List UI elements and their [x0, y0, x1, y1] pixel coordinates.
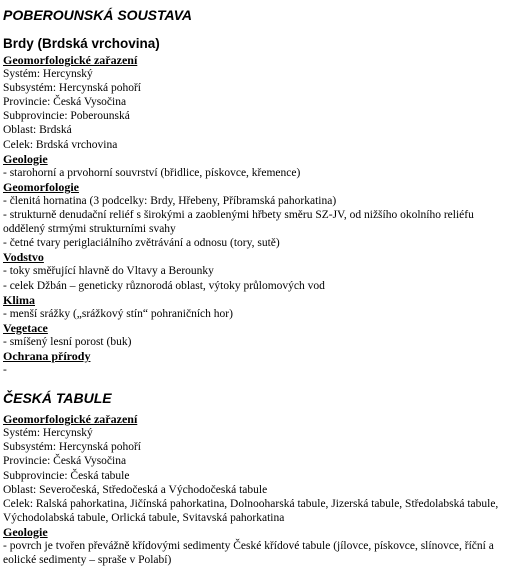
- zarazeni-line: Provincie: Česká Vysočina: [3, 96, 127, 109]
- geomorfologie-line: - členitá hornatina (3 podcelky: Brdy, Hřebeny, Příbramská pahorkatina): [3, 194, 337, 207]
- section-gap: [3, 377, 511, 389]
- ochrana-line: -: [3, 364, 7, 377]
- vodstvo-line: - celek Džbán – geneticky různorodá oblast, výtoky průlomových vod: [3, 279, 325, 292]
- section-title-ceska-tabule: ČESKÁ TABULE: [3, 390, 112, 407]
- heading-geomorfologie: Geomorfologie: [3, 179, 79, 194]
- zarazeni-line: Provincie: Česká Vysočina: [3, 455, 127, 468]
- geomorfologie-line: - strukturně denudační reliéf s širokými a zaoblenými hřbety směru SZ-JV, od nižšího okolního reliéfu: [3, 209, 474, 222]
- heading-ochrana-prirody: Ochrana přírody: [3, 348, 91, 363]
- vodstvo-line: - toky směřující hlavně do Vltavy a Berounky: [3, 265, 214, 278]
- heading-geologie: Geologie: [3, 524, 48, 539]
- zarazeni-line: Systém: Hercynský: [3, 427, 93, 440]
- zarazeni-line: Celek: Brdská vrchovina: [3, 138, 118, 151]
- document-page: [3, 6, 511, 567]
- vegetace-line: - smíšený lesní porost (buk): [3, 335, 132, 348]
- zarazeni-line: Systém: Hercynský: [3, 68, 93, 81]
- zarazeni-line: Subsystém: Hercynská pohoří: [3, 441, 141, 454]
- zarazeni-line: Oblast: Brdská: [3, 124, 72, 137]
- heading-vegetace: Vegetace: [3, 320, 48, 335]
- zarazeni-line: Oblast: Severočeská, Středočeská a Východočeská tabule: [3, 483, 268, 496]
- geologie-line: - starohorní a prvohorní souvrství (břidlice, pískovce, křemence): [3, 166, 301, 179]
- geomorfologie-line: - četné tvary periglaciálního zvětrávání a odnosu (tory, sutě): [3, 237, 280, 250]
- zarazeni-line: Subprovincie: Poberounská: [3, 110, 130, 123]
- heading-geologie: Geologie: [3, 151, 48, 166]
- zarazeni-line: Subsystém: Hercynská pohoří: [3, 82, 141, 95]
- heading-zarazeni: Geomorfologické zařazení: [3, 53, 138, 67]
- geomorfologie-line: oddělený strmými strukturními svahy: [3, 223, 176, 236]
- area-title-brdy: Brdy (Brdská vrchovina): [3, 36, 160, 51]
- heading-klima: Klima: [3, 292, 35, 307]
- klima-line: - menší srážky („srážkový stín“ pohraničních hor): [3, 307, 233, 320]
- zarazeni-line: Celek: Ralská pahorkatina, Jičínská pahorkatina, Dolnooharská tabule, Jizerská tabule, Středolabská tabule, Východolabská tabule, Orlická tabule, Svitavská pahorkatina: [3, 497, 499, 524]
- zarazeni-line: Subprovincie: Česká tabule: [3, 469, 130, 482]
- geologie-line: - povrch je tvořen převážně křídovými sedimenty České křídové tabule (jílovce, pískovce, slínovce, říční a eolické sedimenty – spraše v Polabí): [3, 540, 494, 567]
- heading-vodstvo: Vodstvo: [3, 250, 44, 265]
- section-title-poberounska: POBEROUNSKÁ SOUSTAVA: [3, 7, 193, 23]
- heading-zarazeni: Geomorfologické zařazení: [3, 412, 138, 427]
